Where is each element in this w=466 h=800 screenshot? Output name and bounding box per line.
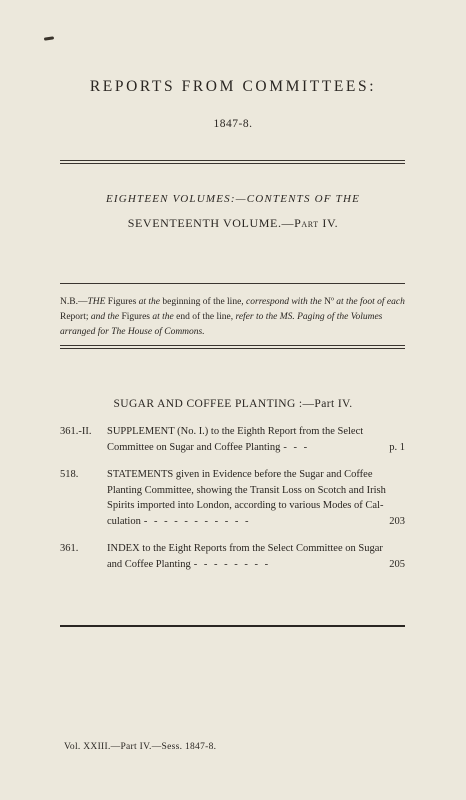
- note-t12: at the: [152, 312, 174, 322]
- entry-number: 361.-II.: [60, 426, 92, 437]
- entry-number: 518.: [60, 469, 79, 480]
- dot-leader: - - - - - - - - - - -: [143, 515, 251, 527]
- contents-list: [60, 424, 405, 584]
- entry-text: culation: [107, 515, 141, 527]
- divider-note-top: [60, 283, 405, 284]
- note-t9: Report;: [60, 312, 91, 322]
- note-t3: at the: [138, 297, 161, 307]
- note-t5: correspond: [246, 297, 289, 307]
- nota-bene-note: [60, 295, 405, 340]
- volume-title: [0, 216, 466, 231]
- ink-mark: [44, 36, 54, 40]
- entry-page: p. 1: [389, 441, 405, 453]
- entry-line-last: [107, 514, 405, 530]
- dot-leader: - - - - - - - -: [193, 558, 271, 570]
- entry-number: 361.: [60, 543, 79, 554]
- note-t11: Figures: [119, 312, 153, 322]
- entry-line: INDEX to the Eight Reports from the Select Committee on Sugar: [107, 543, 383, 554]
- entry-line: Planting Committee, showing the Transit Loss on Scotch and Irish: [107, 484, 386, 496]
- entry-page: 203: [389, 515, 405, 527]
- contents-entry: [60, 541, 405, 572]
- entry-line: Spirits imported into London, according to various Modes of Cal-: [107, 500, 384, 511]
- contents-entry: [60, 467, 405, 529]
- entry-text: Committee on Sugar and Coffee Planting: [107, 441, 281, 453]
- note-t6: with the: [288, 297, 325, 307]
- note-t8: at the foot of each: [333, 297, 405, 307]
- volume-prefix: SEVENTEENTH VOLUME.—: [127, 216, 295, 230]
- volume-series: EIGHTEEN VOLUMES:—CONTENTS OF THE: [105, 193, 361, 205]
- entry-line-last: [107, 440, 405, 456]
- entry-line: SUPPLEMENT (No. I.) to the Eighth Report from the Select: [107, 426, 364, 437]
- note-t14: refer: [235, 312, 254, 322]
- note-t2: Figures: [105, 297, 139, 307]
- entry-line: STATEMENTS given in Evidence before the Sugar and Coffee: [107, 469, 373, 480]
- volume-part: Part IV.: [294, 216, 339, 230]
- note-lead: N.B.—: [60, 297, 88, 307]
- dot-leader: - - -: [283, 441, 310, 453]
- entry-text: and Coffee Planting: [107, 558, 191, 570]
- entry-page: 205: [389, 558, 405, 570]
- note-t10: and the: [90, 312, 120, 322]
- session-year: 1847-8.: [213, 118, 253, 130]
- divider-note-bottom: [60, 345, 405, 349]
- divider-bottom: [60, 625, 405, 627]
- note-t1: THE: [87, 297, 106, 307]
- section-heading: SUGAR AND COFFEE PLANTING :—Part IV.: [113, 398, 353, 410]
- note-t13: end of the line,: [173, 312, 236, 322]
- page-title: REPORTS FROM COMMITTEES:: [89, 78, 377, 95]
- note-t7: Nº: [324, 297, 334, 307]
- contents-entry: [60, 424, 405, 455]
- entry-line-last: [107, 557, 405, 573]
- note-t4: beginning of the line,: [160, 297, 247, 307]
- divider-top: [60, 160, 405, 164]
- note-t15: to the MS. Paging of the Volumes arranged for The House of Commons.: [60, 312, 383, 337]
- page-footer: Vol. XXIII.—Part IV.—Sess. 1847-8.: [64, 742, 217, 752]
